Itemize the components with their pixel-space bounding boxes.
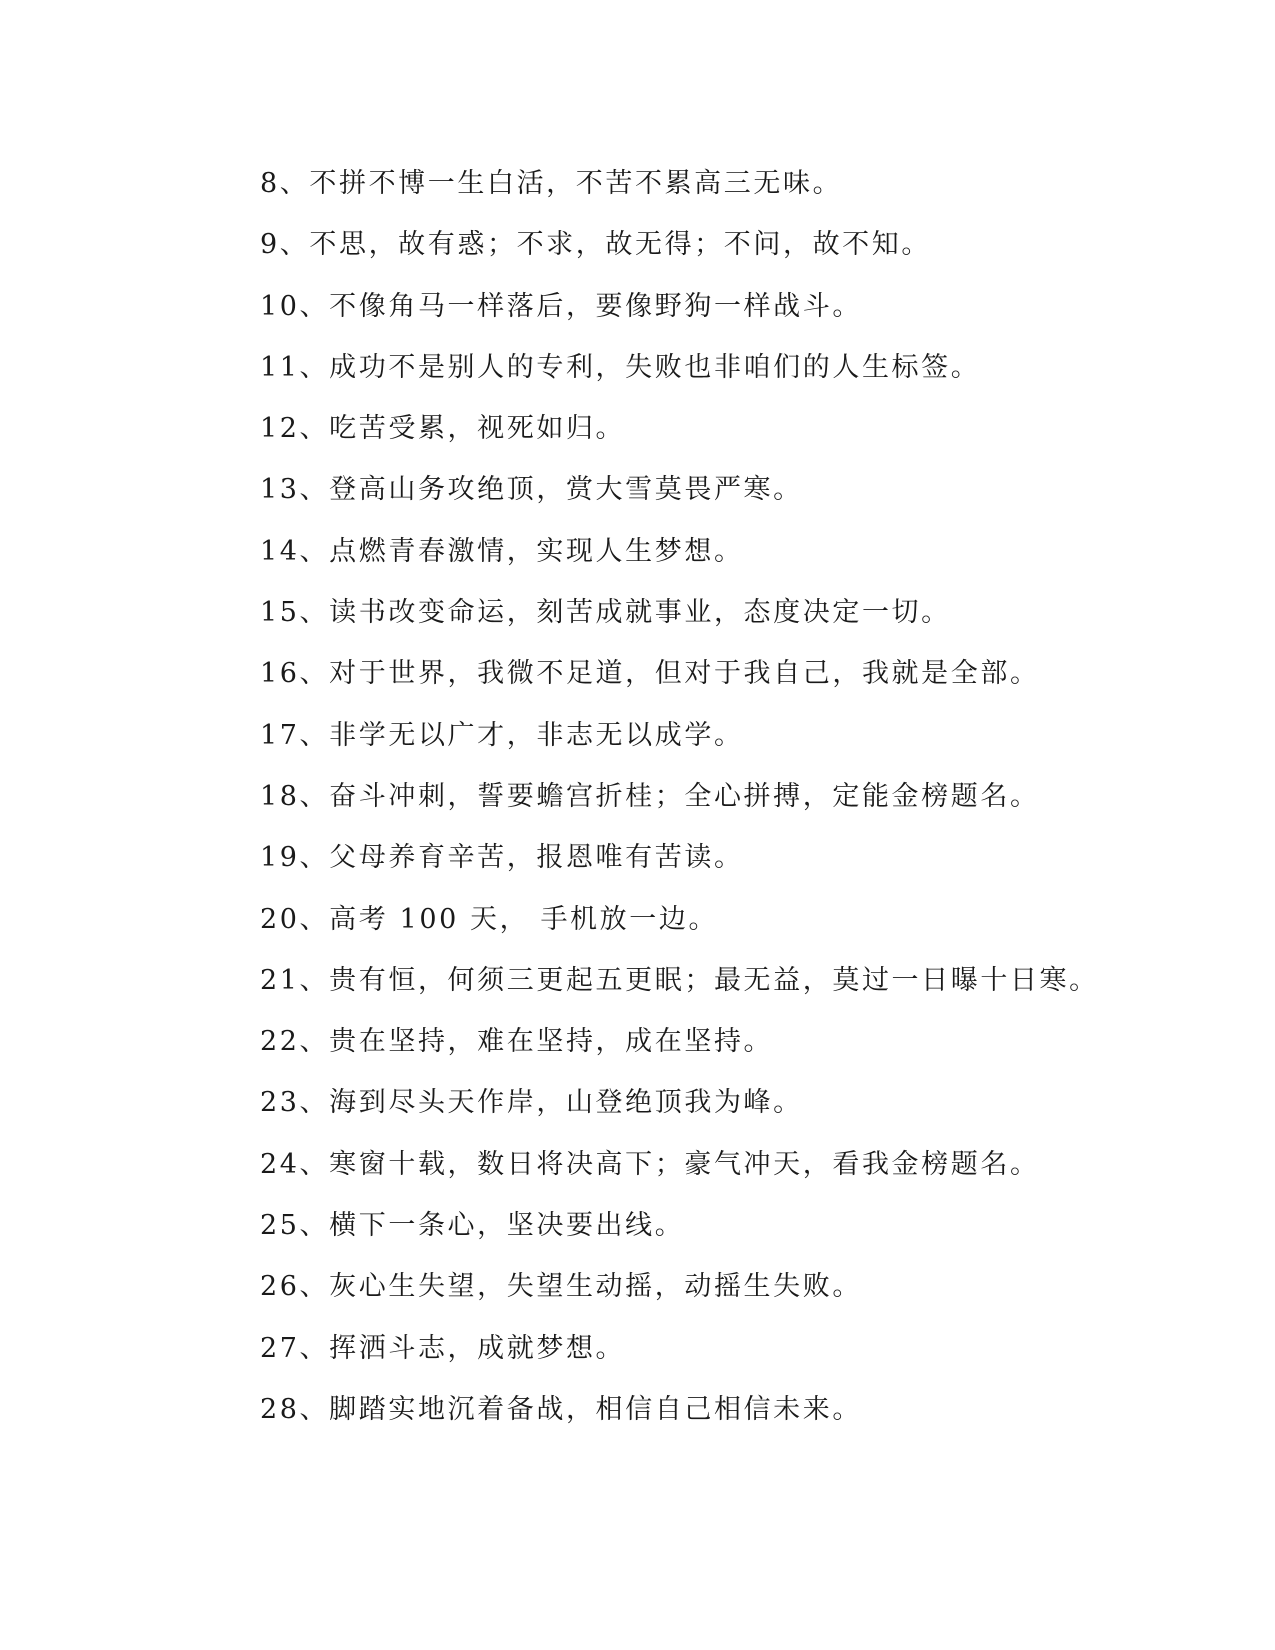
motto-line: 12、吃苦受累，视死如归。 — [260, 413, 626, 445]
motto-line: 18、奋斗冲刺，誓要蟾宫折桂；全心拼搏，定能金榜题名。 — [260, 780, 1040, 812]
motto-list — [260, 164, 1160, 1451]
motto-line: 26、灰心生失望，失望生动摇，动摇生失败。 — [260, 1271, 862, 1303]
motto-line: 22、贵在坚持，难在坚持，成在坚持。 — [260, 1026, 774, 1058]
motto-line: 11、成功不是别人的专利，失败也非咱们的人生标签。 — [260, 351, 981, 383]
motto-line: 24、寒窗十载，数日将决高下；豪气冲天，看我金榜题名。 — [260, 1148, 1040, 1180]
motto-line: 10、不像角马一样落后，要像野狗一样战斗。 — [260, 290, 862, 322]
motto-line: 8、不拼不博一生白活，不苦不累高三无味。 — [260, 168, 843, 199]
motto-line: 9、不思，故有惑；不求，故无得；不问，故不知。 — [260, 229, 931, 261]
motto-line: 28、脚踏实地沉着备战，相信自己相信未来。 — [260, 1393, 862, 1425]
motto-line: 19、父母养育辛苦，报恩唯有苦读。 — [260, 842, 744, 874]
motto-line: 20、高考 100 天， 手机放一边。 — [260, 903, 719, 935]
motto-line: 16、对于世界，我微不足道，但对于我自己，我就是全部。 — [260, 658, 1040, 690]
motto-line: 27、挥洒斗志，成就梦想。 — [260, 1332, 626, 1364]
motto-line: 21、贵有恒，何须三更起五更眠；最无益，莫过一日曝十日寒。 — [260, 964, 1099, 996]
motto-line: 15、读书改变命运，刻苦成就事业，态度决定一切。 — [260, 597, 951, 629]
motto-line: 17、非学无以广才，非志无以成学。 — [260, 719, 744, 751]
motto-line: 25、横下一条心，坚决要出线。 — [260, 1210, 685, 1242]
motto-line: 23、海到尽头天作岸，山登绝顶我为峰。 — [260, 1087, 803, 1119]
motto-line: 13、登高山务攻绝顶，赏大雪莫畏严寒。 — [260, 474, 803, 506]
motto-line: 14、点燃青春激情，实现人生梦想。 — [260, 535, 744, 567]
